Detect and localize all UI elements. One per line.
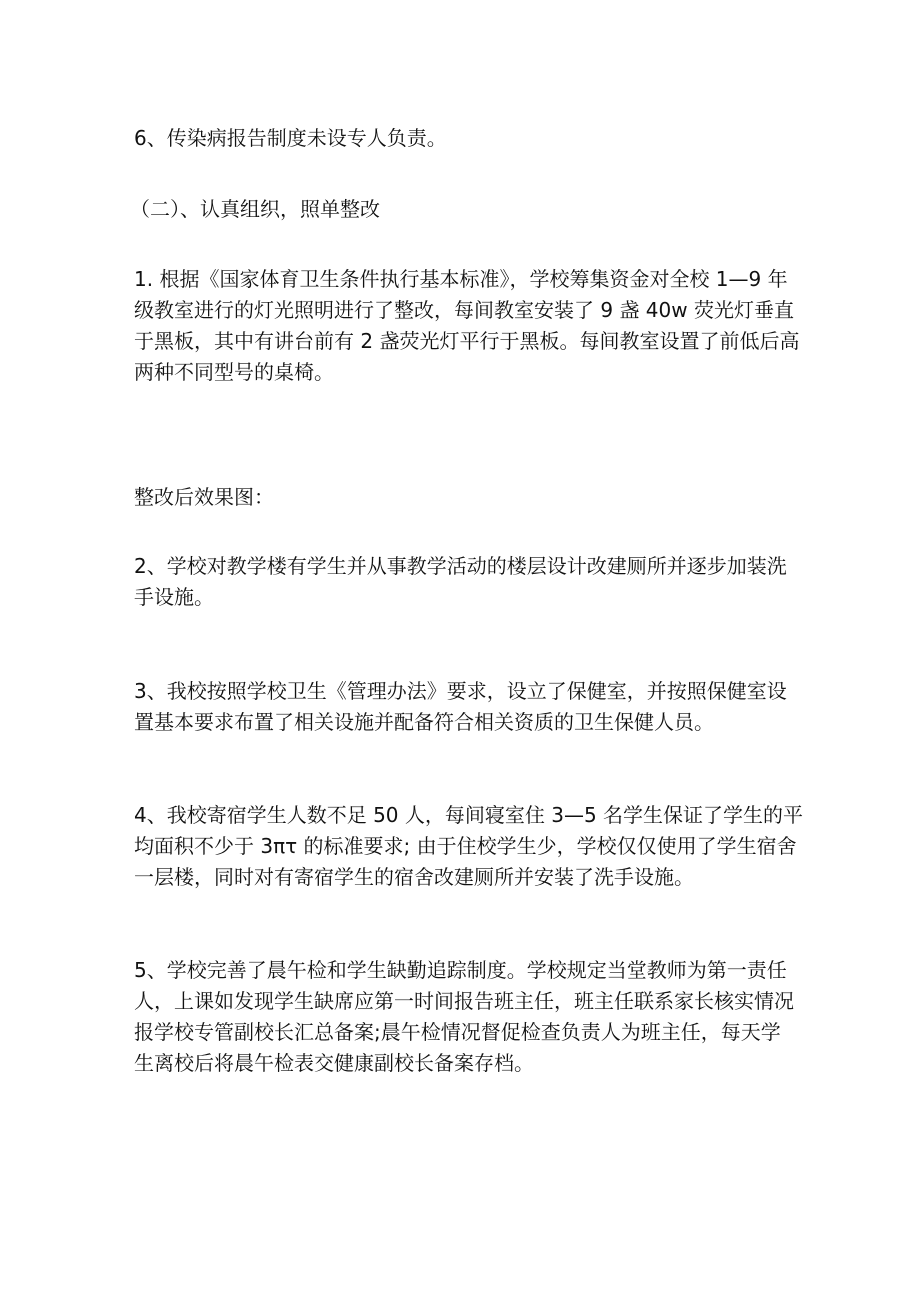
- section-2-heading: （二）、认真组织，照单整改: [130, 197, 380, 221]
- paragraph-line: 一层楼，同时对有寄宿学生的宿舍改建厕所并安装了洗手设施。: [134, 865, 694, 889]
- paragraph-line: 4、我校寄宿学生人数不足 50 人，每间寝室住 3—5 名学生保证了学生的平: [134, 803, 804, 827]
- item-2-paragraph: [134, 551, 804, 613]
- paragraph-line: 1. 根据《国家体育卫生条件执行基本标准》，学校筹集资金对全校 1—9 年: [134, 267, 788, 291]
- paragraph-line: 均面积不少于 3πτ 的标准要求; 由于住校学生少，学校仅仅使用了学生宿舍: [134, 834, 797, 858]
- paragraph-line: 生离校后将晨午检表交健康副校长备案存档。: [134, 1051, 534, 1075]
- paragraph-line: 置基本要求布置了相关设施并配备符合相关资质的卫生保健人员。: [134, 710, 714, 734]
- item-1-paragraph: [134, 264, 804, 388]
- paragraph-line: 5、学校完善了晨午检和学生缺勤追踪制度。学校规定当堂教师为第一责任: [134, 958, 787, 982]
- item-6-text: 6、传染病报告制度未设专人负责。: [134, 126, 447, 150]
- effect-caption: 整改后效果图：: [134, 485, 274, 509]
- paragraph-line: 3、我校按照学校卫生《管理办法》要求，设立了保健室，并按照保健室设: [134, 679, 787, 703]
- paragraph-line: 报学校专管副校长汇总备案;晨午检情况督促检查负责人为班主任，每天学: [134, 1020, 781, 1044]
- item-4-paragraph: [134, 800, 804, 893]
- paragraph-line: 级教室进行的灯光照明进行了整改，每间教室安装了 9 盏 40w 荧光灯垂直: [134, 298, 794, 322]
- paragraph-line: 人，上课如发现学生缺席应第一时间报告班主任，班主任联系家长核实情况: [134, 989, 794, 1013]
- paragraph-line: 2、学校对教学楼有学生并从事教学活动的楼层设计改建厕所并逐步加装洗: [134, 554, 787, 578]
- item-3-paragraph: [134, 676, 804, 738]
- paragraph-line: 于黑板，其中有讲台前有 2 盏荧光灯平行于黑板。每间教室设置了前低后高: [134, 329, 800, 353]
- paragraph-line: 手设施。: [134, 585, 214, 609]
- item-5-paragraph: [134, 955, 804, 1079]
- paragraph-line: 两种不同型号的桌椅。: [134, 360, 334, 384]
